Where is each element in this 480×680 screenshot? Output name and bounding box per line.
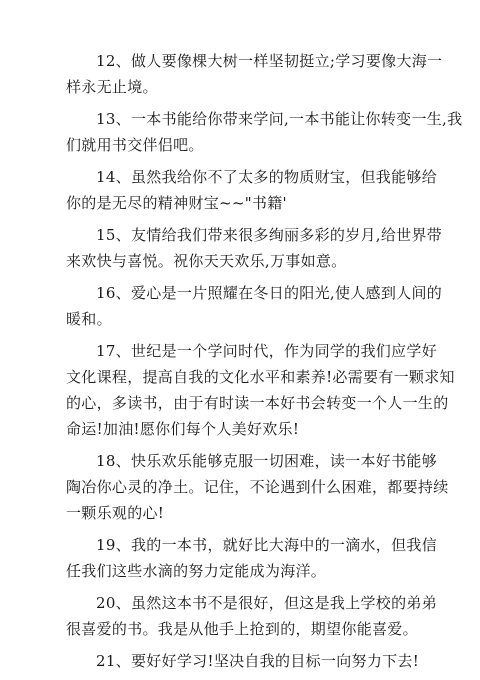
text-line: 来欢快与喜悦。祝你天天欢乐,万事如意。 [66,252,347,270]
paragraph-13 [66,106,463,158]
paragraph-20 [66,590,437,642]
text-line: 12、做人要像棵大树一样坚韧挺立;学习要像大海一 [96,52,443,70]
text-line: 样永无止境。 [66,78,158,96]
text-line: 暖和。 [66,310,112,328]
text-line: 15、友情给我们带来很多绚丽多彩的岁月,给世界带 [96,226,443,244]
text-line: 任我们这些水滴的努力定能成为海洋。 [66,562,327,580]
paragraph-17 [66,338,455,442]
text-line: 19、我的一本书，就好比大海中的一滴水，但我信 [96,536,437,554]
text-line: 陶冶你心灵的净土。记住，不论遇到什么困难，都要持续 [66,478,449,496]
document-body [66,48,463,680]
paragraph-14 [66,164,437,216]
text-line: 18、快乐欢乐能够克服一切困难，读一本好书能够 [96,452,437,470]
paragraph-15 [66,222,443,274]
paragraph-21 [66,648,420,674]
text-line: 你的是无尽的精神财宝~~"书籍' [66,194,287,212]
paragraph-16 [66,280,443,332]
text-line: 16、爱心是一片照耀在冬日的阳光,使人感到人间的 [96,284,443,302]
text-line: 21、要好好学习!坚决自我的目标一向努力下去! [96,652,420,670]
text-line: 14、虽然我给你不了太多的物质财宝，但我能够给 [96,168,437,186]
paragraph-19 [66,532,437,584]
text-line: 命运!加油!愿你们每个人美好欢乐! [66,420,300,438]
text-line: 们就用书交伴侣吧。 [66,136,204,154]
text-line: 的心，多读书，由于有时读一本好书会转变一个人一生的 [66,394,449,412]
text-line: 一颗乐观的心! [66,504,165,522]
text-line: 20、虽然这本书不是很好，但这是我上学校的弟弟 [96,594,437,612]
text-line: 很喜爱的书。我是从他手上抢到的，期望你能喜爱。 [66,620,418,638]
paragraph-18 [66,448,449,526]
text-line: 17、世纪是一个学问时代，作为同学的我们应学好 [96,342,437,360]
text-line: 文化课程，提高自我的文化水平和素养!必需要有一颗求知 [66,368,455,386]
paragraph-12 [66,48,443,100]
text-line: 13、一本书能给你带来学问,一本书能让你转变一生,我 [96,110,463,128]
